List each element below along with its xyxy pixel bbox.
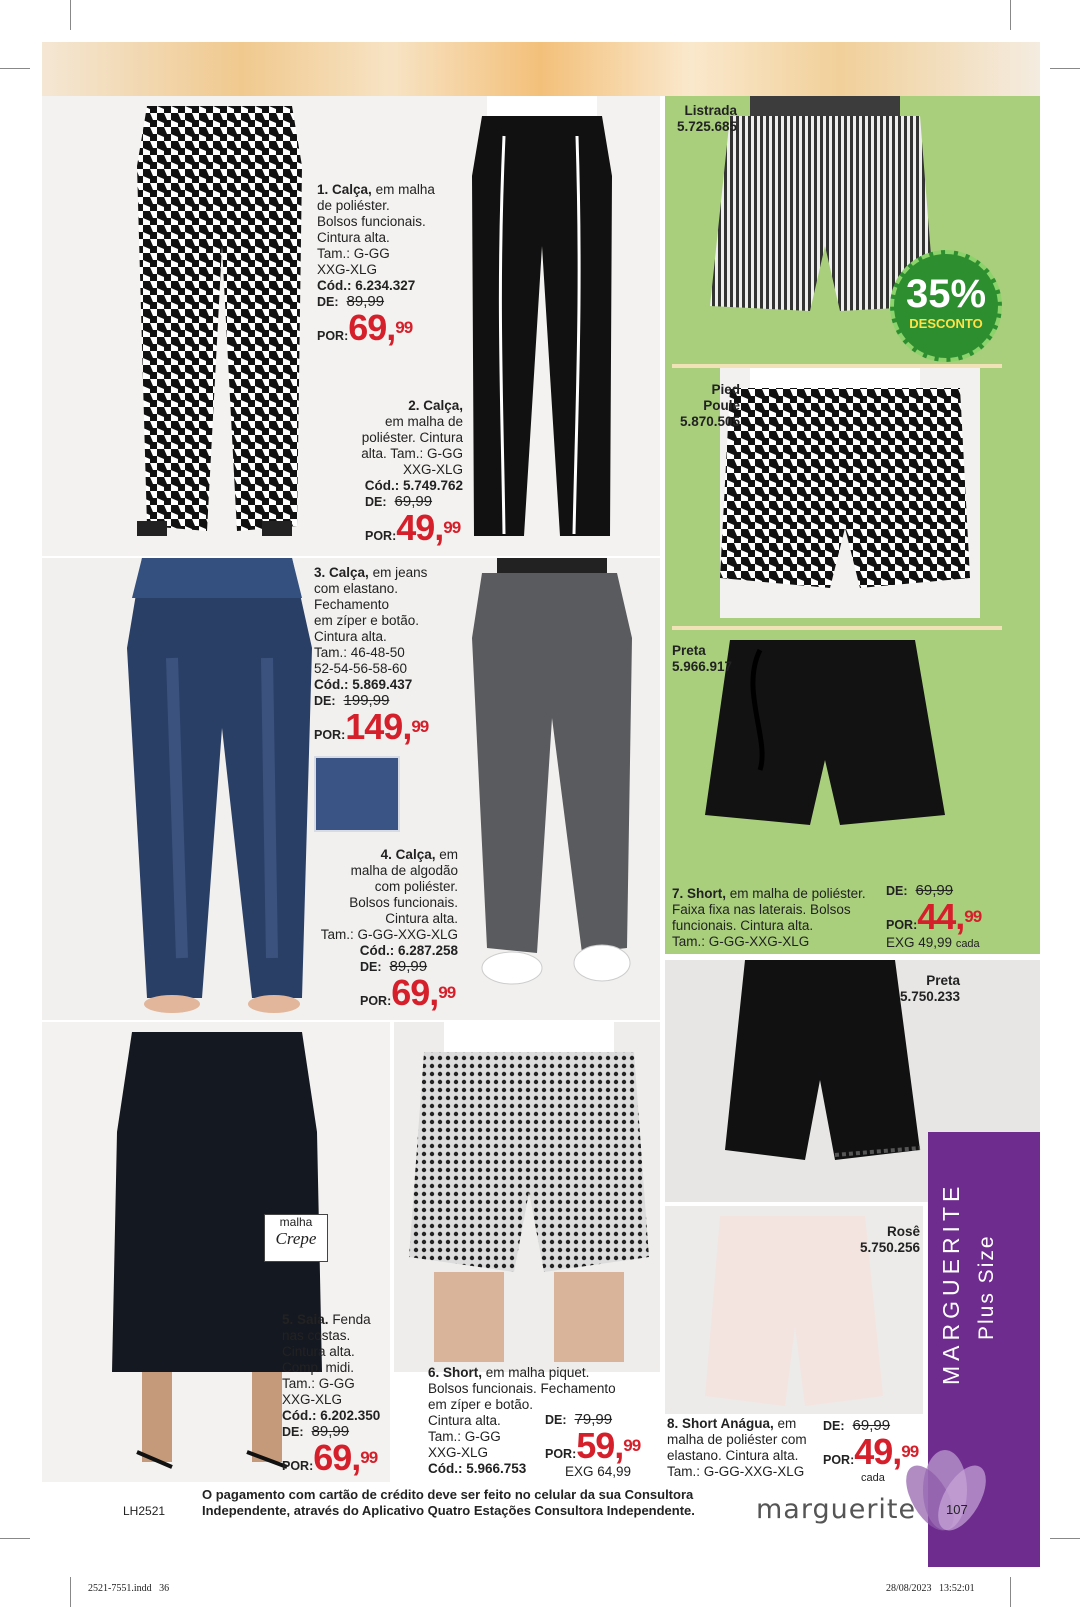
product-4-desc: com poliéster. (374, 879, 458, 894)
top-banner (42, 42, 1040, 96)
product-4-old-price: 89,99 (389, 958, 428, 975)
product-4-price: 69, (391, 972, 439, 1013)
footer-line2: Independente, através do Aplicativo Quatro Estações Consultora Independente. (202, 1503, 695, 1518)
page-number: 107 (946, 1502, 968, 1517)
photo-panel-piquet-short (394, 1022, 660, 1372)
black-pants-image (442, 96, 642, 546)
variant-preta8-code: 5.750.233 (899, 989, 960, 1004)
product-1-desc: Cintura alta. (317, 230, 390, 245)
product-7-title: 7. Short, (672, 886, 727, 901)
product-1-block (317, 182, 467, 346)
product-4-desc: em (439, 847, 458, 862)
product-8-block (667, 1416, 825, 1480)
product-3-desc: Cintura alta. (314, 629, 387, 644)
product-1-cents: 99 (395, 318, 413, 337)
variant-pied-name2: Poule (703, 398, 740, 413)
product-5-cents: 99 (360, 1448, 378, 1467)
product-5-code: Cód.: 6.202.350 (282, 1408, 381, 1423)
variant-preta7-name: Preta (672, 643, 706, 658)
product-8-price: 49, (854, 1431, 902, 1472)
product-6-desc: Cintura alta. (428, 1413, 501, 1428)
product-5-desc: Tam.: G-GG (282, 1376, 355, 1391)
product-6-cents: 99 (623, 1436, 641, 1455)
product-8-por-label: POR: (823, 1453, 855, 1467)
discount-label: DESCONTO (909, 316, 983, 331)
variant-rose (845, 1224, 920, 1256)
product-5-desc: Fenda (332, 1312, 371, 1327)
piquet-short-image (404, 1022, 654, 1362)
product-7-old-price: 69,99 (915, 882, 954, 899)
footer-ref: LH2521 (123, 1504, 166, 1518)
product-7-cents: 99 (964, 907, 982, 926)
brand-logo: marguerite (756, 1494, 917, 1525)
product-6-por-label: POR: (545, 1447, 577, 1461)
product-3-old-price: 199,99 (343, 692, 390, 709)
product-4-desc: Cintura alta. (385, 911, 458, 926)
product-4-desc: malha de algodão (350, 863, 458, 878)
product-7-cada: cada (955, 938, 980, 950)
product-6-desc: em zíper e botão. (428, 1397, 534, 1412)
product-1-desc: XXG-XLG (317, 262, 378, 277)
variant-preta-8 (885, 973, 960, 1005)
variant-rose-code: 5.750.256 (859, 1240, 920, 1255)
product-6-price: 59, (576, 1425, 624, 1466)
product-1-desc: Tam.: G-GG (317, 246, 390, 261)
product-7-por-label: POR: (886, 918, 918, 932)
crop-mark (1050, 1538, 1080, 1539)
product-5-old-price: 89,99 (311, 1423, 350, 1440)
crop-mark (0, 68, 30, 69)
product-2-title: 2. Calça, (408, 398, 463, 413)
product-7-desc: em malha de poliéster. (729, 886, 866, 901)
product-8-cada: cada (861, 1472, 885, 1484)
product-3-desc: Tam.: 46-48-50 (314, 645, 405, 660)
variant-listrada-code: 5.725.685 (676, 119, 737, 134)
product-7-price-block (886, 883, 996, 952)
crepe-fabric-tag (264, 1214, 328, 1262)
product-3-desc: Fechamento (314, 597, 390, 612)
product-6-title: 6. Short, (428, 1365, 483, 1380)
product-8-cents: 99 (901, 1442, 919, 1461)
houndstooth-pants-image (122, 106, 312, 546)
product-4-block (305, 847, 458, 1011)
jeans-back-thumbnail (314, 756, 400, 832)
product-7-desc: funcionais. Cintura alta. (672, 918, 814, 933)
product-1-desc: em malha (375, 182, 435, 197)
product-2-por-label: POR: (365, 529, 397, 543)
product-1-por-label: POR: (317, 329, 349, 343)
product-3-block (314, 565, 454, 745)
product-3-por-label: POR: (314, 728, 346, 742)
black-shorts-image (700, 630, 950, 850)
sidebar-brand: MARGUERITE (938, 1181, 964, 1385)
product-2-block (345, 398, 463, 546)
product-6-exg: EXG 64,99 (565, 1464, 632, 1479)
product-2-desc: XXG-XLG (402, 462, 463, 477)
product-4-por-label: POR: (360, 994, 392, 1008)
slug-left: 2521-7551.indd 36 (88, 1583, 170, 1594)
product-7-exg: EXG 49,99 (886, 935, 953, 950)
product-7-block (672, 886, 887, 950)
product-4-desc: Bolsos funcionais. (349, 895, 458, 910)
product-2-de-label: DE: (365, 495, 387, 509)
product-5-desc: Comp. midi. (282, 1360, 355, 1375)
product-8-old-price: 69,99 (852, 1417, 891, 1434)
product-2-cents: 99 (443, 518, 461, 537)
product-1-desc: Bolsos funcionais. (317, 214, 426, 229)
product-3-de-label: DE: (314, 694, 336, 708)
product-1-price: 69, (348, 307, 396, 348)
product-4-cents: 99 (438, 983, 456, 1002)
product-6-desc: XXG-XLG (428, 1445, 489, 1460)
product-8-desc: Tam.: G-GG-XXG-XLG (667, 1464, 805, 1479)
product-2-old-price: 69,99 (394, 493, 433, 510)
crepe-tag-line1: malha (279, 1215, 313, 1229)
product-8-desc: em (777, 1416, 797, 1431)
product-6-desc: Bolsos funcionais. Fechamento (428, 1381, 616, 1396)
product-6-desc: em malha piquet. (485, 1365, 590, 1380)
product-7-de-label: DE: (886, 884, 908, 898)
product-7-desc: Tam.: G-GG-XXG-XLG (672, 934, 810, 949)
product-7-price: 44, (917, 896, 965, 937)
product-4-code: Cód.: 6.287.258 (359, 943, 458, 958)
variant-rose-name: Rosê (886, 1224, 920, 1239)
discount-percent: 35% (905, 272, 987, 316)
product-2-desc: poliéster. Cintura (361, 430, 463, 445)
product-2-desc: alta. Tam.: G-GG (361, 446, 463, 461)
product-5-de-label: DE: (282, 1425, 304, 1439)
product-6-desc: Tam.: G-GG (428, 1429, 501, 1444)
product-5-price: 69, (313, 1437, 361, 1478)
product-4-desc: Tam.: G-GG-XXG-XLG (320, 927, 458, 942)
product-2-price: 49, (396, 507, 444, 548)
crepe-tag-line2: Crepe (275, 1229, 317, 1248)
product-1-code: Cód.: 6.234.327 (317, 278, 416, 293)
product-1-title: 1. Calça, (317, 182, 372, 197)
crop-mark (1010, 0, 1011, 30)
product-3-desc: em zíper e botão. (314, 613, 420, 628)
product-8-desc: elastano. Cintura alta. (667, 1448, 799, 1463)
sidebar-subtitle: Plus Size (975, 1234, 998, 1340)
product-3-desc: com elastano. (314, 581, 399, 596)
product-6-de-label: DE: (545, 1413, 567, 1427)
product-8-price-block (823, 1418, 933, 1486)
houndstooth-shorts-image (720, 368, 980, 618)
product-3-title: 3. Calça, (314, 565, 369, 580)
product-1-desc: de poliéster. (317, 198, 390, 213)
crop-mark (1010, 1577, 1011, 1607)
crop-mark (1050, 68, 1080, 69)
variant-preta-7 (672, 643, 732, 675)
crop-mark (70, 1577, 71, 1607)
product-6-price-block (545, 1412, 645, 1480)
variant-listrada (675, 103, 737, 135)
product-2-desc: em malha de (384, 414, 463, 429)
product-6-code: Cód.: 5.966.753 (428, 1461, 527, 1476)
grey-pants-image (442, 558, 642, 1013)
variant-pied-code: 5.870.505 (679, 414, 740, 429)
product-3-desc: 52-54-56-58-60 (314, 661, 408, 676)
variant-preta8-name: Preta (926, 973, 960, 988)
product-8-title: 8. Short Anágua, (667, 1416, 774, 1431)
product-3-code: Cód.: 5.869.437 (314, 677, 413, 692)
product-5-block (282, 1312, 390, 1476)
product-3-cents: 99 (411, 717, 429, 736)
product-5-title: 5. Saia. (282, 1312, 329, 1327)
product-4-de-label: DE: (360, 960, 382, 974)
variant-listrada-name: Listrada (684, 103, 737, 118)
product-1-de-label: DE: (317, 295, 339, 309)
variant-preta7-code: 5.966.917 (672, 659, 733, 674)
discount-badge (890, 250, 1002, 362)
product-3-price: 149, (345, 706, 412, 747)
jeans-image (102, 558, 332, 1013)
product-7-desc: Faixa fixa nas laterais. Bolsos (672, 902, 851, 917)
product-2-code: Cód.: 5.749.762 (364, 478, 463, 493)
crop-mark (70, 0, 71, 30)
product-8-de-label: DE: (823, 1419, 845, 1433)
product-3-desc: em jeans (372, 565, 428, 580)
product-5-por-label: POR: (282, 1459, 314, 1473)
crop-mark (0, 1538, 30, 1539)
product-5-desc: XXG-XLG (282, 1392, 343, 1407)
product-8-desc: malha de poliéster com (667, 1432, 807, 1447)
product-5-desc: nas costas. (282, 1328, 351, 1343)
variant-pied-poule (672, 382, 740, 430)
footer-notice (202, 1487, 742, 1519)
footer-line1: O pagamento com cartão de crédito deve ser feito no celular da sua Consultora (202, 1487, 694, 1502)
slug-right: 28/08/2023 13:52:01 (886, 1583, 975, 1594)
product-1-old-price: 89,99 (346, 293, 385, 310)
product-6-old-price: 79,99 (574, 1411, 613, 1428)
product-4-title: 4. Calça, (380, 847, 436, 862)
product-5-desc: Cintura alta. (282, 1344, 355, 1359)
variant-pied-name1: Pied (711, 382, 740, 397)
